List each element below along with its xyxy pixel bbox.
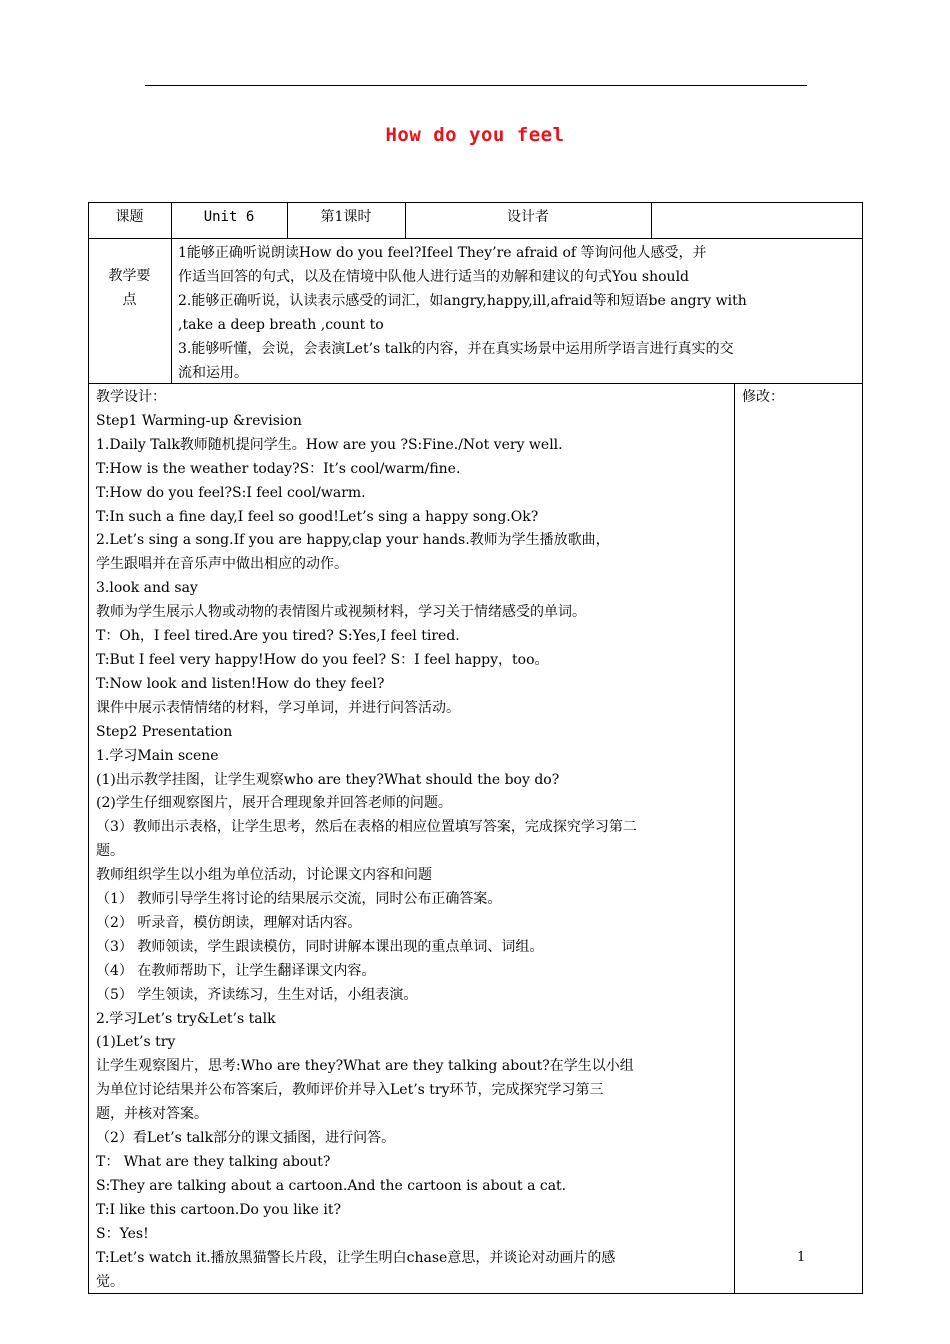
subject-label: 课题 <box>115 209 144 225</box>
design-line: T:Let’s watch it.播放黑猫警长片段，让学生明白chase意思，并谈论对动画片的感 <box>96 1249 616 1266</box>
design-line: (2)学生仔细观察图片，展开合理现象并回答老师的问题。 <box>96 795 452 812</box>
design-line: （4） 在教师帮助下，让学生翻译课文内容。 <box>96 962 376 979</box>
design-line: T:But I feel very happy!How do you feel? S：I feel happy，too。 <box>96 651 549 668</box>
design-line: T:I like this cartoon.Do you like it? <box>96 1201 341 1218</box>
revision-label: 修改： <box>742 389 784 405</box>
design-line: S：Yes! <box>96 1225 149 1242</box>
design-line: 2.学习Let’s try&Let’s talk <box>96 1010 276 1027</box>
design-line: 为单位讨论结果并公布答案后，教师评价并导入Let’s try环节，完成探究学习第三 <box>96 1082 604 1099</box>
design-line: T： What are they talking about? <box>96 1154 331 1170</box>
design-line: Step2 Presentation <box>96 723 233 740</box>
design-line: （2） 听录音，模仿朗读，理解对话内容。 <box>96 914 362 931</box>
design-line: 2.Let’s sing a song.If you are happy,clap your hands.教师为学生播放歌曲， <box>96 532 610 549</box>
goal-line: ,take a deep breath ,count to <box>178 317 384 333</box>
design-line: 学生跟唱并在音乐声中做出相应的动作。 <box>96 556 348 573</box>
design-line: Step1 Warming-up &revision <box>96 412 302 429</box>
design-line: 教师为学生展示人物或动物的表情图片或视频材料，学习关于情绪感受的单词。 <box>96 604 586 621</box>
design-line: (1)出示教学挂图，让学生观察who are they?What should the boy do? <box>96 771 560 788</box>
design-line: T:In such a fine day,I feel so good!Let’s sing a happy song.Ok? <box>96 508 539 525</box>
design-line: 让学生观察图片，思考:Who are they?What are they talking about?在学生以小组 <box>96 1058 634 1075</box>
goals-label-line: 教学要 <box>108 268 151 284</box>
design-line: （1） 教师引导学生将讨论的结果展示交流，同时公布正确答案。 <box>96 891 502 908</box>
col-divider <box>651 202 652 238</box>
goals-content <box>178 241 860 385</box>
design-line: （3） 教师领读，学生跟读模仿，同时讲解本课出现的重点单词、词组。 <box>96 938 544 955</box>
row-divider <box>88 238 863 239</box>
design-line: (1)Let’s try <box>96 1034 176 1051</box>
goal-line: 2.能够正确听说，认读表示感受的词汇，如angry,happy,ill,afraid等和短语be angry with <box>178 293 747 309</box>
design-line: 1.学习Main scene <box>96 747 219 764</box>
goal-line: 3.能够听懂，会说，会表演Let’s talk的内容，并在真实场景中运用所学语言进行真实的交 <box>178 341 734 357</box>
page-number: 1 <box>797 1250 806 1265</box>
design-line: 课件中展示表情情绪的材料，学习单词，并进行问答活动。 <box>96 699 460 716</box>
goal-line: 1能够正确听说朗读How do you feel?Ifeel They’re afraid of 等询问他人感受，并 <box>178 245 707 261</box>
goals-label-line: 点 <box>122 292 137 308</box>
design-line: T:Now look and listen!How do they feel? <box>96 675 385 692</box>
col-divider <box>734 383 735 1294</box>
lesson-cell: 第1课时 <box>320 209 372 225</box>
design-line: 教师组织学生以小组为单位活动，讨论课文内容和问题 <box>96 867 432 884</box>
design-line: （3）教师出示表格，让学生思考，然后在表格的相应位置填写答案，完成探究学习第二 <box>96 819 637 836</box>
document-title: How do you feel <box>385 124 565 146</box>
design-content <box>96 386 732 1294</box>
goal-line: 流和运用。 <box>178 365 248 381</box>
designer-label: 设计者 <box>507 209 549 225</box>
header-rule <box>145 85 807 86</box>
goal-line: 作适当回答的句式，以及在情境中队他人进行适当的劝解和建议的句式You should <box>178 269 690 285</box>
goals-label <box>88 264 171 312</box>
design-line: （2）看Let’s talk部分的课文插图，进行问答。 <box>96 1130 396 1147</box>
design-line: T:How is the weather today?S：It’s cool/warm/fine. <box>96 460 461 477</box>
design-line: 觉。 <box>96 1273 124 1290</box>
design-line: S:They are talking about a cartoon.And the cartoon is about a cat. <box>96 1177 567 1194</box>
design-line: （5） 学生领读，齐读练习，生生对话，小组表演。 <box>96 986 418 1003</box>
design-line: 教学设计： <box>96 389 166 405</box>
design-line: 题。 <box>96 843 124 860</box>
col-divider <box>171 202 172 383</box>
design-line: 3.look and say <box>96 580 198 597</box>
design-line: T：Oh，I feel tired.Are you tired? S:Yes,I feel tired. <box>96 628 460 645</box>
design-line: T:How do you feel?S:I feel cool/warm. <box>96 484 366 501</box>
design-line: 题，并核对答案。 <box>96 1106 208 1123</box>
unit-cell: Unit 6 <box>203 209 255 225</box>
design-line: 1.Daily Talk教师随机提问学生。How are you ?S:Fine./Not very well. <box>96 436 563 453</box>
